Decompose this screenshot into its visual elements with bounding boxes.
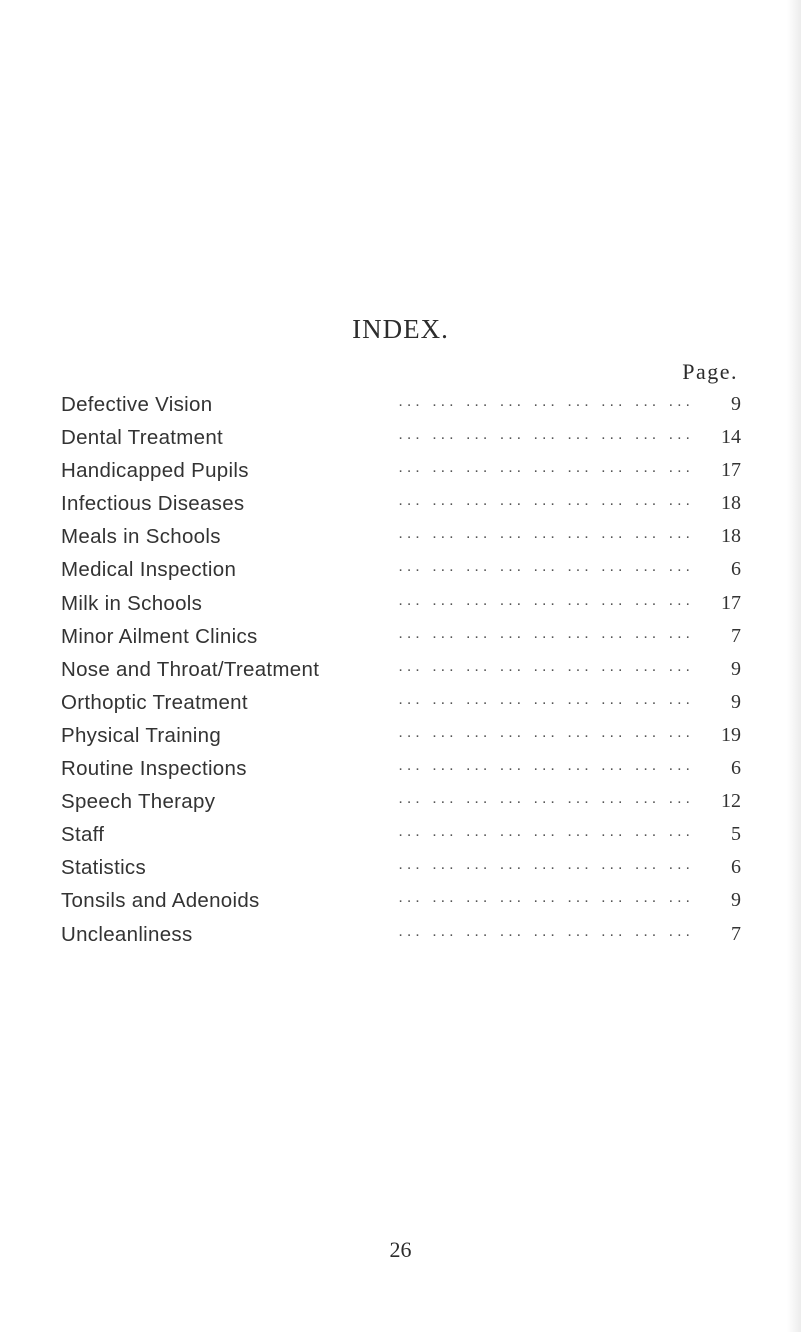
index-entry [61, 785, 741, 818]
index-entries [61, 388, 741, 951]
entry-label: Meals in Schools [61, 525, 221, 549]
index-entry [61, 851, 741, 884]
entry-page-number: 5 [731, 823, 741, 846]
entry-page-number: 18 [721, 525, 741, 548]
entry-page-number: 6 [731, 757, 741, 780]
entry-label: Uncleanliness [61, 922, 193, 946]
dot-leader: ... ... ... ... ... ... ... ... ... [398, 459, 694, 477]
index-entry [61, 587, 741, 620]
index-entry [61, 818, 741, 851]
entry-page-number: 7 [731, 922, 741, 945]
dot-leader: ... ... ... ... ... ... ... ... ... [398, 624, 694, 642]
entry-label: Statistics [61, 856, 147, 880]
entry-page-number: 9 [731, 690, 741, 713]
index-entry [61, 918, 741, 951]
dot-leader: ... ... ... ... ... ... ... ... ... [398, 757, 694, 775]
dot-leader: ... ... ... ... ... ... ... ... ... [398, 393, 694, 410]
dot-leader: ... ... ... ... ... ... ... ... ... [398, 426, 694, 444]
entry-page-number: 9 [731, 889, 741, 912]
entry-page-number: 19 [721, 723, 741, 746]
dot-leader: ... ... ... ... ... ... ... ... ... [398, 525, 694, 543]
entry-page-number: 7 [731, 624, 741, 647]
index-entry [61, 686, 741, 719]
entry-label: Handicapped Pupils [61, 459, 249, 483]
entry-label: Tonsils and Adenoids [61, 889, 260, 913]
entry-label: Minor Ailment Clinics [61, 624, 258, 648]
index-entry [61, 884, 741, 917]
page-number: 26 [389, 1237, 412, 1262]
entry-label: Defective Vision [61, 393, 213, 416]
entry-label: Speech Therapy [61, 790, 216, 814]
index-entry [61, 620, 741, 653]
dot-leader: ... ... ... ... ... ... ... ... ... [398, 690, 694, 708]
entry-page-number: 9 [731, 657, 741, 680]
entry-label: Nose and Throat/Treatment [61, 657, 320, 681]
entry-page-number: 12 [721, 790, 741, 813]
entry-page-number: 9 [731, 393, 741, 415]
index-entry [61, 487, 741, 520]
dot-leader: ... ... ... ... ... ... ... ... ... [398, 558, 694, 576]
dot-leader: ... ... ... ... ... ... ... ... ... [398, 922, 694, 940]
page-column-label: Page. [682, 359, 738, 384]
entry-page-number: 18 [721, 492, 741, 515]
index-entry [61, 388, 741, 421]
dot-leader: ... ... ... ... ... ... ... ... ... [398, 856, 694, 874]
index-title: INDEX. [352, 314, 449, 344]
index-entry [61, 520, 741, 553]
entry-page-number: 17 [721, 591, 741, 614]
index-entry [61, 752, 741, 785]
entry-label: Infectious Diseases [61, 492, 245, 516]
entry-label: Orthoptic Treatment [61, 690, 248, 714]
dot-leader: ... ... ... ... ... ... ... ... ... [398, 657, 694, 675]
page-edge-shadow [787, 0, 801, 1332]
index-entry [61, 719, 741, 752]
entry-label: Staff [61, 823, 105, 847]
entry-label: Milk in Schools [61, 591, 203, 615]
entry-label: Physical Training [61, 723, 222, 747]
entry-page-number: 17 [721, 459, 741, 482]
index-entry [61, 454, 741, 487]
dot-leader: ... ... ... ... ... ... ... ... ... [398, 492, 694, 510]
entry-page-number: 6 [731, 558, 741, 581]
dot-leader: ... ... ... ... ... ... ... ... ... [398, 823, 694, 841]
entry-label: Dental Treatment [61, 426, 224, 450]
dot-leader: ... ... ... ... ... ... ... ... ... [398, 591, 694, 609]
index-entry [61, 653, 741, 686]
dot-leader: ... ... ... ... ... ... ... ... ... [398, 790, 694, 808]
dot-leader: ... ... ... ... ... ... ... ... ... [398, 723, 694, 741]
entry-label: Medical Inspection [61, 558, 237, 582]
index-entry [61, 421, 741, 454]
entry-label: Routine Inspections [61, 757, 247, 781]
dot-leader: ... ... ... ... ... ... ... ... ... [398, 889, 694, 907]
entry-page-number: 6 [731, 856, 741, 879]
entry-page-number: 14 [721, 426, 741, 449]
index-entry [61, 553, 741, 586]
